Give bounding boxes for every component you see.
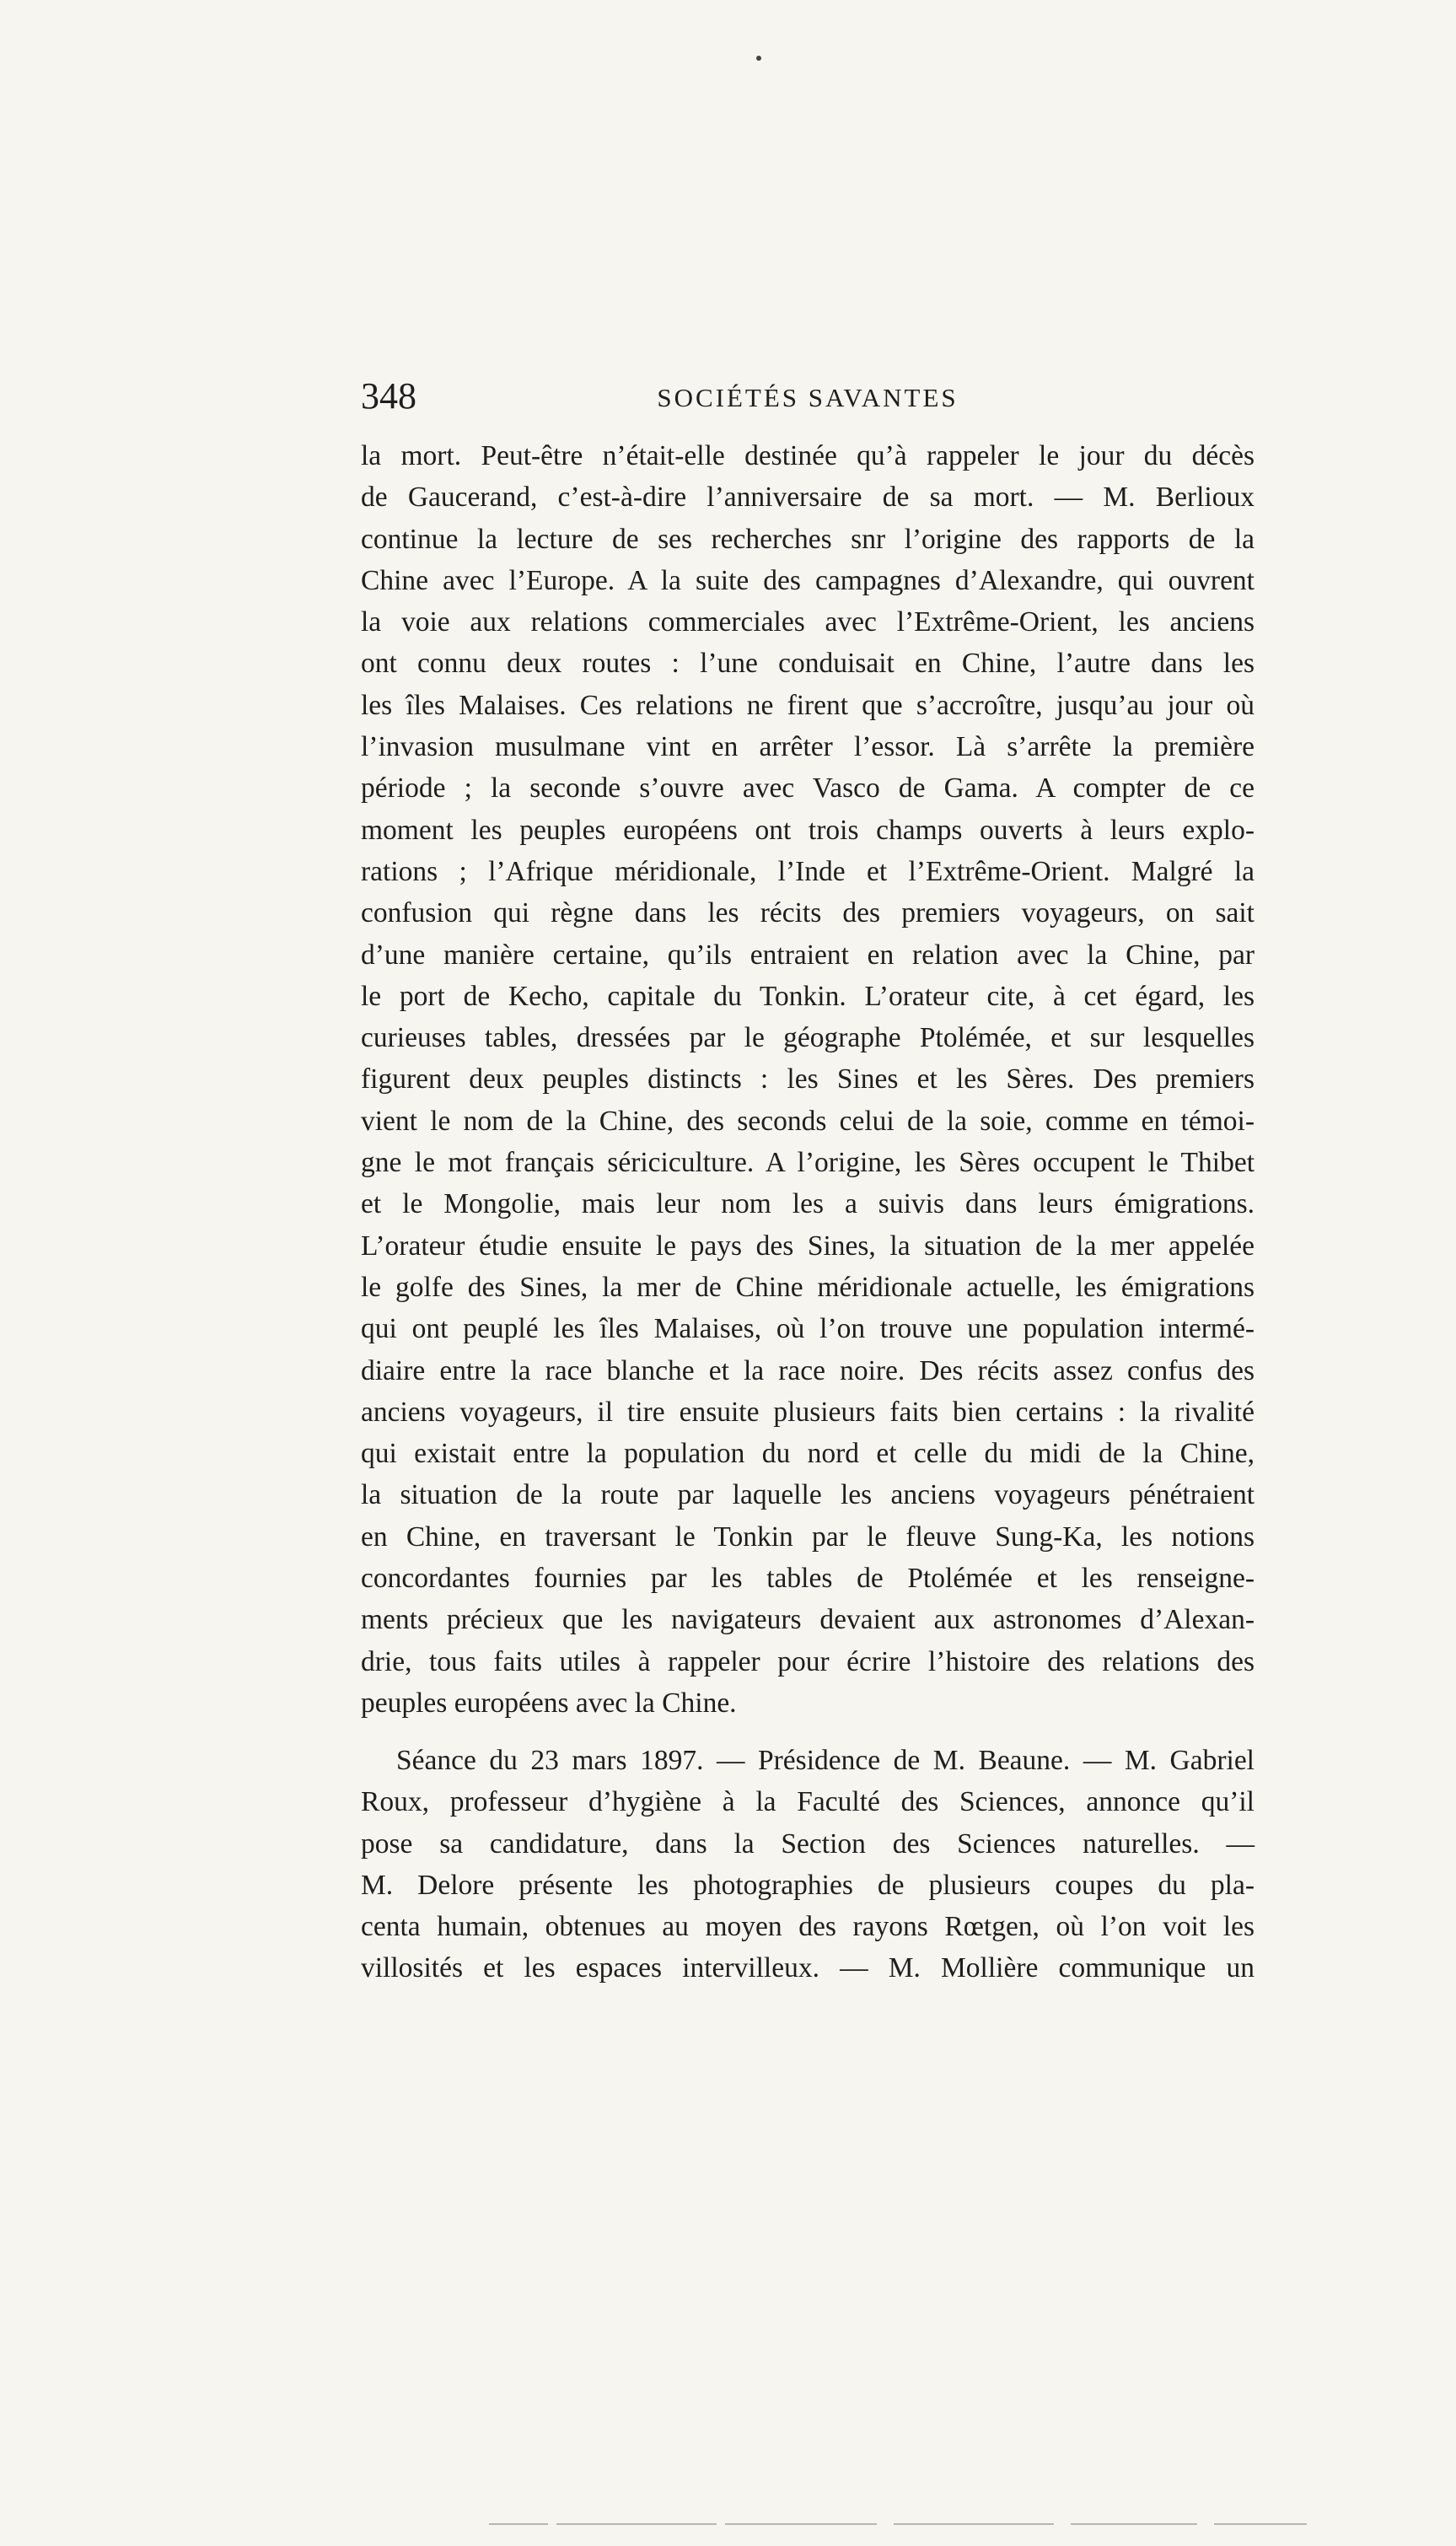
text-line: la situation de la route par laquelle les anciens voyageurs pénétraient (361, 1479, 1255, 1511)
text-line: ont connu deux routes : l’une conduisait en Chine, l’autre dans les (361, 648, 1255, 680)
text-line: curieuses tables, dressées par le géographe Ptolémée, et sur lesquelles (361, 1022, 1255, 1054)
text-line: confusion qui règne dans les récits des premiers voyageurs, on sait (361, 897, 1255, 929)
text-line: le port de Kecho, capitale du Tonkin. L’orateur cite, à cet égard, les (361, 980, 1255, 1012)
scan-rule (725, 2523, 877, 2525)
scan-rule (556, 2523, 717, 2525)
text-line: diaire entre la race blanche et la race noire. Des récits assez confus des (361, 1354, 1255, 1386)
text-line: pose sa candidature, dans la Section des Sciences naturelles. — (361, 1827, 1255, 1860)
text-line: gne le mot français sériciculture. A l’origine, les Sères occupent le Thibet (361, 1147, 1255, 1179)
text-line: les îles Malaises. Ces relations ne firent que s’accroître, jusqu’au jour où (361, 689, 1255, 721)
text-line: qui existait entre la population du nord et celle du midi de la Chine, (361, 1438, 1255, 1470)
text-line: moment les peuples européens ont trois champs ouverts à leurs explo- (361, 814, 1255, 846)
text-line: continue la lecture de ses recherches snr l’origine des rapports de la (361, 523, 1255, 555)
text-line: Roux, professeur d’hygiène à la Faculté des Sciences, annonce qu’il (361, 1786, 1255, 1818)
scan-rule (1214, 2523, 1307, 2525)
text-line: concordantes fournies par les tables de Ptolémée et les renseigne- (361, 1563, 1255, 1595)
text-line: peuples européens avec la Chine. (361, 1687, 737, 1719)
scan-speck (756, 56, 761, 61)
scan-rule (1071, 2523, 1197, 2525)
text-line: vient le nom de la Chine, des seconds celui de la soie, comme en témoi- (361, 1105, 1255, 1137)
running-title: SOCIÉTÉS SAVANTES (657, 383, 959, 412)
text-line: villosités et les espaces intervilleux. — M. Mollière communique un (361, 1952, 1255, 1984)
text-line: rations ; l’Afrique méridionale, l’Inde et l’Extrême-Orient. Malgré la (361, 855, 1255, 887)
scan-rule (894, 2523, 1054, 2525)
text-line: centa humain, obtenues au moyen des rayons Rœtgen, où l’on voit les (361, 1911, 1255, 1943)
text-line: en Chine, en traversant le Tonkin par le fleuve Sung-Ka, les notions (361, 1521, 1255, 1553)
scan-rule (489, 2523, 548, 2525)
text-line: et le Mongolie, mais leur nom les a suivis dans leurs émigrations. (361, 1188, 1255, 1220)
text-line: le golfe des Sines, la mer de Chine méridionale actuelle, les émigrations (361, 1271, 1255, 1303)
text-line: Séance du 23 mars 1897. — Présidence de M. Beaune. — M. Gabriel (396, 1745, 1255, 1776)
text-line: figurent deux peuples distincts : les Sines et les Sères. Des premiers (361, 1063, 1255, 1095)
text-line: drie, tous faits utiles à rappeler pour écrire l’histoire des relations des (361, 1645, 1255, 1677)
text-line: période ; la seconde s’ouvre avec Vasco de Gama. A compter de ce (361, 772, 1255, 805)
text-line: de Gaucerand, c’est-à-dire l’anniversaire de sa mort. — M. Berlioux (361, 482, 1255, 514)
text-line: d’une manière certaine, qu’ils entraient en relation avec la Chine, par (361, 939, 1255, 971)
text-line: qui ont peuplé les îles Malaises, où l’on trouve une population intermé- (361, 1313, 1255, 1345)
text-line: ments précieux que les navigateurs devaient aux astronomes d’Alexan- (361, 1604, 1255, 1636)
text-line: Chine avec l’Europe. A la suite des campagnes d’Alexandre, qui ouvrent (361, 564, 1255, 596)
text-line: la voie aux relations commerciales avec l’Extrême-Orient, les anciens (361, 606, 1255, 638)
paragraph-seance-23-mars (361, 1740, 1255, 1989)
text-line: anciens voyageurs, il tire ensuite plusieurs faits bien certains : la rivalité (361, 1396, 1255, 1428)
page-header (361, 371, 1255, 422)
text-line: l’invasion musulmane vint en arrêter l’essor. Là s’arrête la première (361, 731, 1255, 763)
text-line: M. Delore présente les photographies de plusieurs coupes du pla- (361, 1869, 1255, 1901)
text-line: la mort. Peut-être n’était-elle destinée qu’à rappeler le jour du décès (361, 440, 1255, 471)
paragraph-berlioux-lecture (361, 435, 1255, 1724)
page-number: 348 (361, 375, 416, 417)
text-line: L’orateur étudie ensuite le pays des Sines, la situation de la mer appelée (361, 1230, 1255, 1262)
